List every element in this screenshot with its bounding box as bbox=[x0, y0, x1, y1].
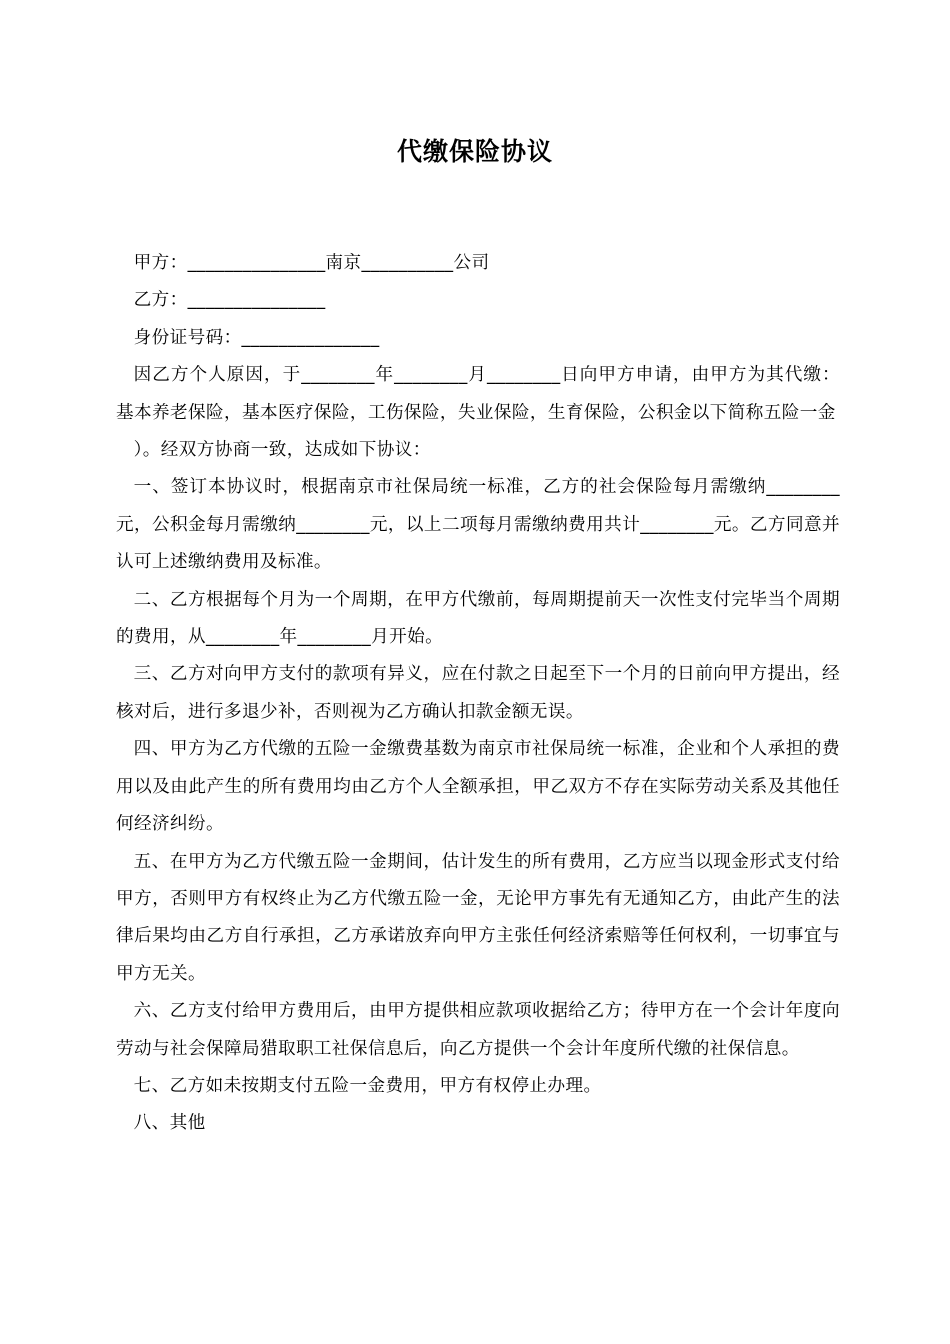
preamble-paragraph: 因乙方个人原因，于________年________月________日向甲方申请，由甲方为其代缴：基本养老保险，基本医疗保险，工伤保险，失业保险，生育保险，公积金以下简称五险一金 bbox=[116, 365, 840, 423]
clause-4: 四、甲方为乙方代缴的五险一金缴费基数为南京市社保局统一标准，企业和个人承担的费用以及由此产生的所有费用均由乙方个人全额承担，甲乙双方不存在实际劳动关系及其他任何经济纠纷。 bbox=[116, 739, 840, 835]
party-b-line: 乙方：_______________ bbox=[133, 290, 326, 311]
clause-7: 七、乙方如未按期支付五险一金费用，甲方有权停止办理。 bbox=[133, 1075, 602, 1096]
document-title: 代缴保险协议 bbox=[396, 137, 553, 166]
id-number-line: 身份证号码：_______________ bbox=[133, 327, 380, 348]
clause-1: 一、签订本协议时，根据南京市社保局统一标准，乙方的社会保险每月需缴纳________元，公积金每月需缴纳________元，以上二项每月需缴纳费用共计________元。乙方同意并认可上述缴纳费用及标准。 bbox=[116, 477, 840, 573]
clause-6: 六、乙方支付给甲方费用后，由甲方提供相应款项收据给乙方；待甲方在一个会计年度向劳动与社会保障局猎取职工社保信息后，向乙方提供一个会计年度所代缴的社保信息。 bbox=[116, 1001, 840, 1059]
clause-3: 三、乙方对向甲方支付的款项有异义，应在付款之日起至下一个月的日前向甲方提出，经核对后，进行多退少补，否则视为乙方确认扣款金额无误。 bbox=[116, 664, 840, 722]
clause-5: 五、在甲方为乙方代缴五险一金期间，估计发生的所有费用，乙方应当以现金形式支付给甲方，否则甲方有权终止为乙方代缴五险一金，无论甲方事先有无通知乙方，由此产生的法律后果均由乙方自行承担，乙方承诺放弃向甲方主张任何经济索赔等任何权利，一切事宜与甲方无关。 bbox=[116, 851, 840, 984]
document-body bbox=[116, 245, 840, 1143]
clause-8: 八、其他 bbox=[133, 1113, 206, 1134]
agreement-intro-line: ）。经双方协商一致，达成如下协议： bbox=[133, 440, 431, 461]
party-a-line: 甲方：_______________南京__________公司 bbox=[133, 253, 490, 273]
clause-2: 二、乙方根据每个月为一个周期，在甲方代缴前，每周期提前天一次性支付完毕当个周期的费用，从________年________月开始。 bbox=[116, 589, 840, 648]
